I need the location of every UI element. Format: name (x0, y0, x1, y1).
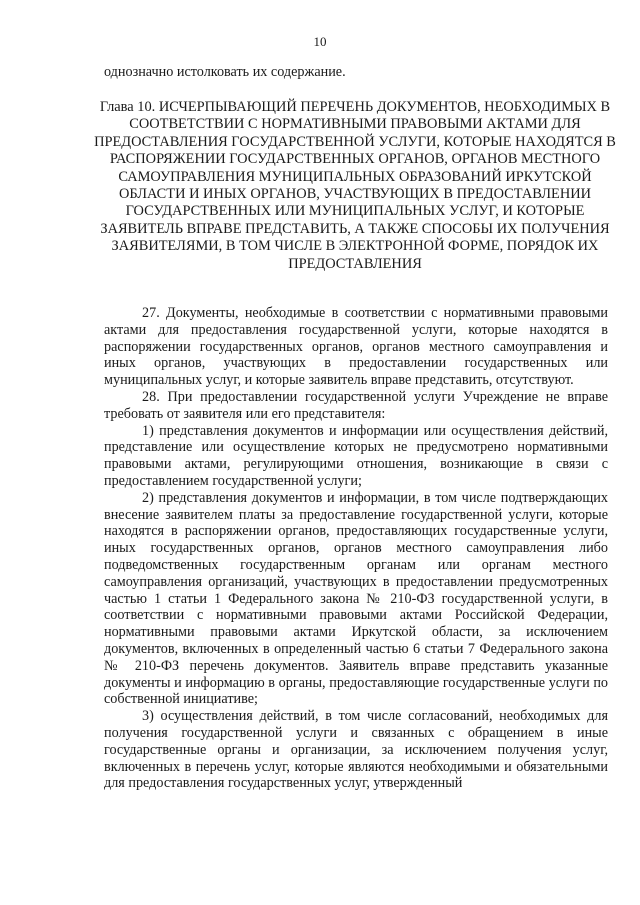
paragraph-28-item-1: 1) представления документов и информации или осуществления действий, представление или осуществление которых не предусмотрено нормативными правовыми актами, регулирующими отношения, возникающие в связи с предоставлением государственной услуги; (104, 422, 608, 489)
page-number: 10 (313, 34, 327, 49)
paragraph-list (104, 305, 608, 792)
chapter-heading: Глава 10. ИСЧЕРПЫВАЮЩИЙ ПЕРЕЧЕНЬ ДОКУМЕНТОВ, НЕОБХОДИМЫХ В СООТВЕТСТВИИ С НОРМАТИВНЫМИ ПРАВОВЫМИ АКТАМИ ДЛЯ ПРЕДОСТАВЛЕНИЯ ГОСУДАРСТВЕННОЙ УСЛУГИ, КОТОРЫЕ НАХОДЯТСЯ В РАСПОРЯЖЕНИИ ГОСУДАРСТВЕННЫХ ОРГАНОВ, ОРГАНОВ МЕСТНОГО САМОУПРАВЛЕНИЯ МУНИЦИПАЛЬНЫХ ОБРАЗОВАНИЙ ИРКУТСКОЙ ОБЛАСТИ И ИНЫХ ОРГАНОВ, УЧАСТВУЮЩИХ В ПРЕДОСТАВЛЕНИИ ГОСУДАРСТВЕННЫХ ИЛИ МУНИЦИПАЛЬНЫХ УСЛУГ, И КОТОРЫЕ ЗАЯВИТЕЛЬ ВПРАВЕ ПРЕДСТАВИТЬ, А ТАКЖЕ СПОСОБЫ ИХ ПОЛУЧЕНИЯ ЗАЯВИТЕЛЯМИ, В ТОМ ЧИСЛЕ В ЭЛЕКТРОННОЙ ФОРМЕ, ПОРЯДОК ИХ ПРЕДОСТАВЛЕНИЯ (94, 99, 616, 272)
paragraph-27: 27. Документы, необходимые в соответствии с нормативными правовыми актами для предоставления государственной услуги, которые находятся в распоряжении государственных органов, органов местного самоуправления и иных органов, участвующих в предоставлении государственных или муниципальных услуг, и которые заявитель вправе представить, отсутствуют. (104, 305, 608, 389)
continuation-line: однозначно истолковать их содержание. (104, 64, 346, 80)
paragraph-28-item-2: 2) представления документов и информации, в том числе подтверждающих внесение заявителем платы за предоставление государственной услуги, которые находятся в распоряжении органов, предоставляющих государственные услуги, иных государственных органов, органов местного самоуправления либо подведомственных государственным органам или органам местного самоуправления организаций, участвующих в предоставлении предусмотренных частью 1 статьи 1 Федерального закона № 210-ФЗ государственной услуги, в соответствии с нормативными правовыми актами Российской Федерации, нормативными правовыми актами Иркутской области, за исключением документов, включенных в определенный частью 6 статьи 7 Федерального закона № 210-ФЗ перечень документов. Заявитель вправе представить указанные документы и информацию в органы, предоставляющие государственные услуги по собственной инициативе; (104, 489, 608, 708)
paragraph-28-item-3: 3) осуществления действий, в том числе согласований, необходимых для получения государственной услуги и связанных с обращением в иные государственные органы и организации, за исключением получения услуг, включенных в перечень услуг, которые являются необходимыми и обязательными для предоставления государственных услуг, утвержденный (104, 708, 608, 792)
paragraph-28: 28. При предоставлении государственной услуги Учреждение не вправе требовать от заявителя или его представителя: (104, 388, 608, 422)
